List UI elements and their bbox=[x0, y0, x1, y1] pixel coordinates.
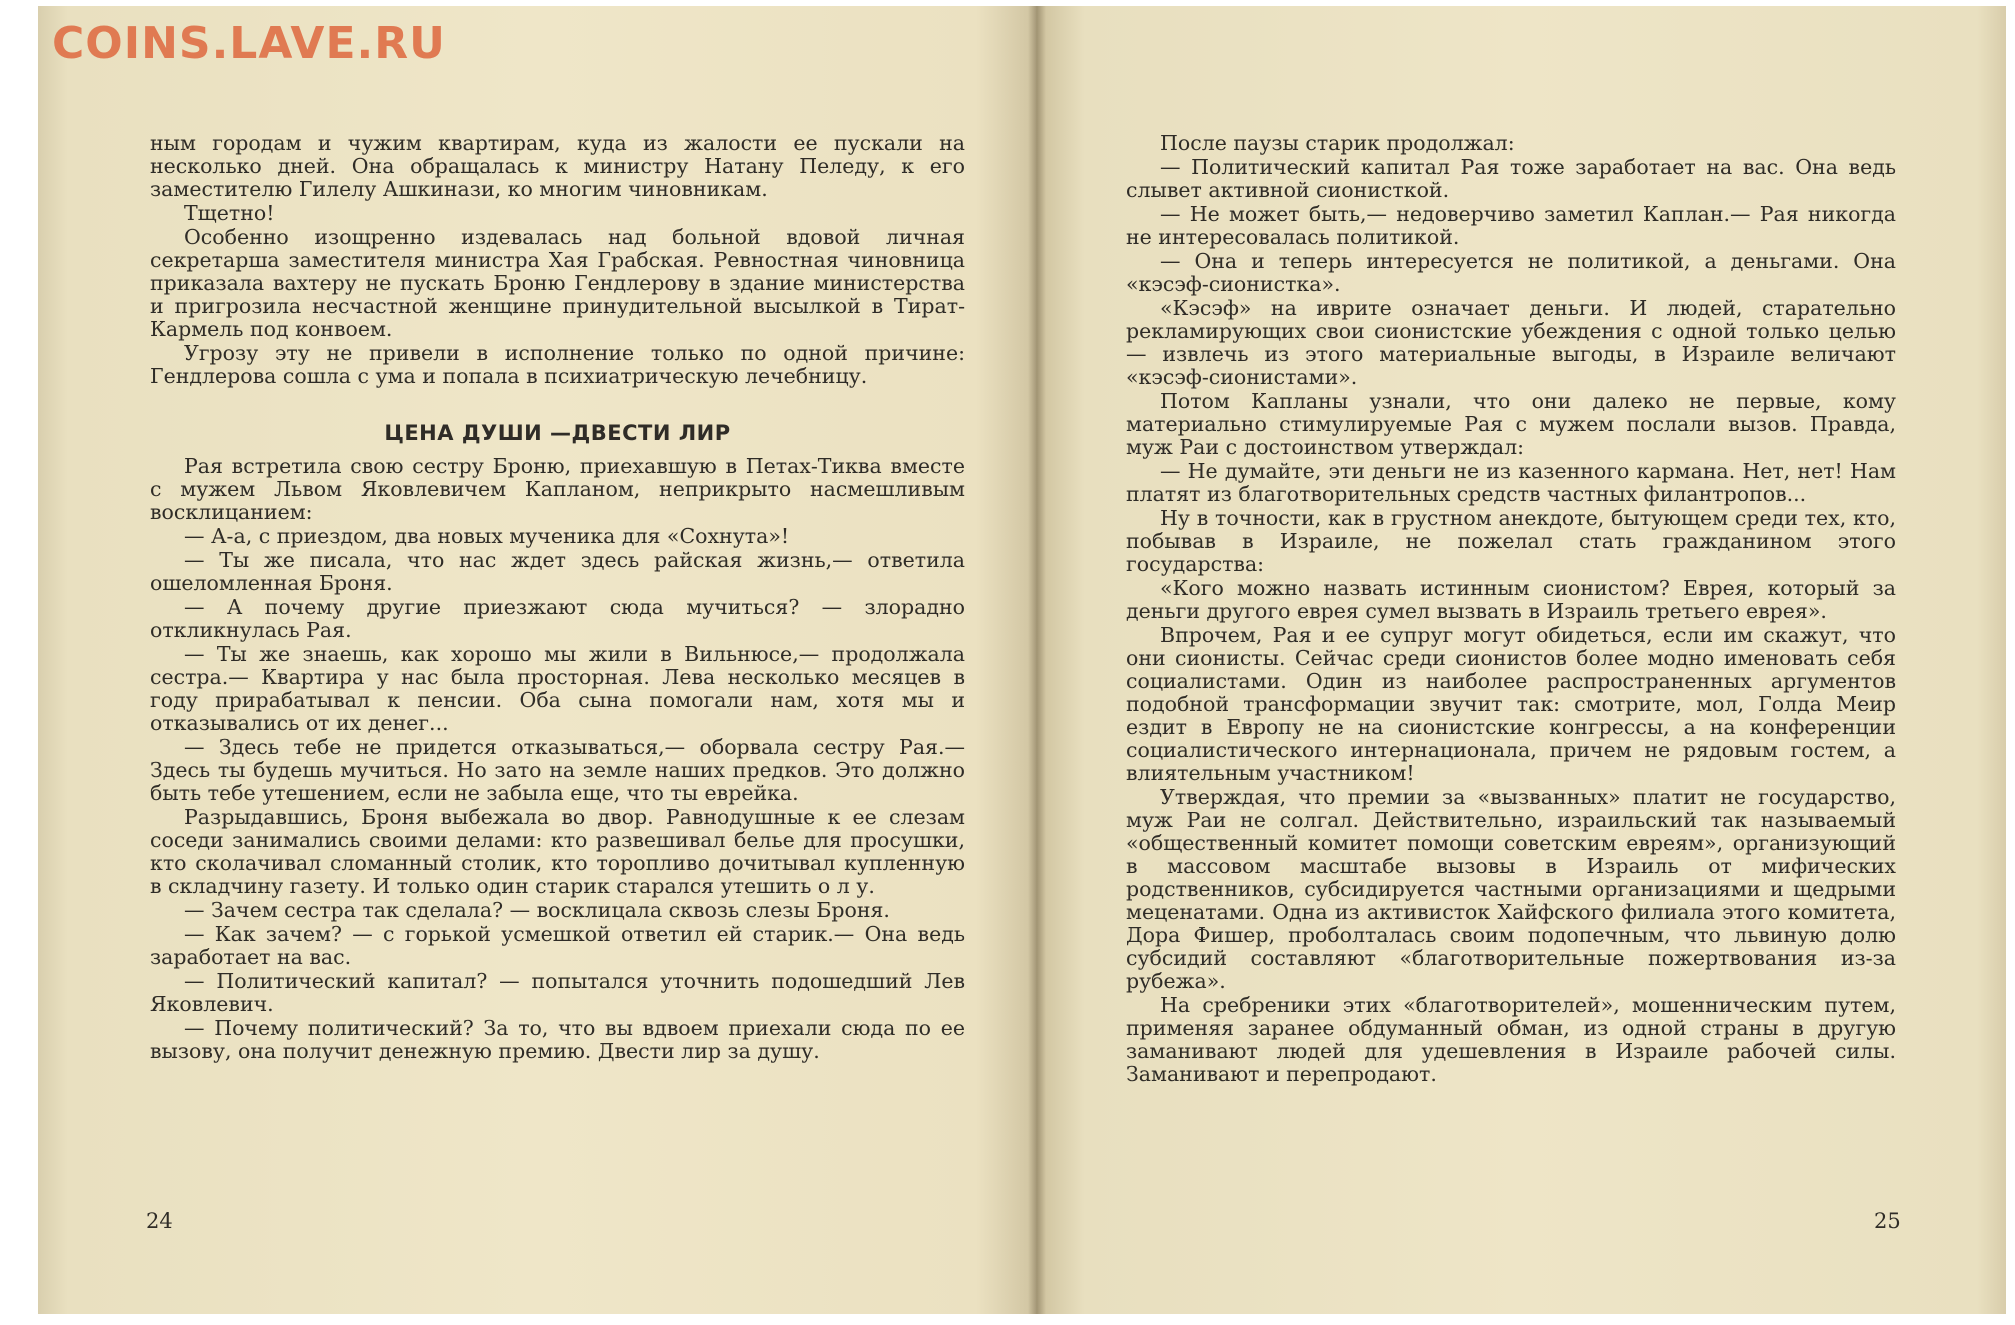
book-spread bbox=[38, 6, 2006, 1314]
paragraph: — Почему политический? За то, что вы вдвоем приехали сюда по ее вызову, она получит денежную премию. Двести лир за душу. bbox=[150, 1016, 965, 1063]
paragraph: «Кого можно назвать истинным сионистом? Еврея, который за деньги другого еврея сумел вызвать в Израиль третьего еврея». bbox=[1126, 576, 1896, 623]
left-page-text bbox=[150, 132, 965, 1064]
paragraph: Впрочем, Рая и ее супруг могут обидеться, если им скажут, что они сионисты. Сейчас среди сионистов более модно именовать себя социалистами. Один из наиболее распространенных аргументов подобной трансформации звучит так: смотрите, мол, Голда Меир ездит в Европу не на сионистские конгрессы, а на конференции социалистического интернационала, причем не рядовым гостем, а влиятельным участником! bbox=[1126, 623, 1896, 785]
paragraph: — Здесь тебе не придется отказываться,— оборвала сестру Рая.— Здесь ты будешь мучиться. Но зато на земле наших предков. Это должно быть тебе утешением, если не забыла еще, что ты еврейка. bbox=[150, 735, 965, 805]
book-gutter bbox=[1028, 6, 1046, 1314]
paragraph: Особенно изощренно издевалась над больной вдовой личная секретарша заместителя министра Хая Грабская. Ревностная чиновница приказала вахтеру не пускать Броню Гендлерову в здание министерства и пригрозила несчастной женщине принудительной высылкой в Тират-Кармель под конвоем. bbox=[150, 225, 965, 341]
paragraph: — Ты же знаешь, как хорошо мы жили в Вильнюсе,— продолжала сестра.— Квартира у нас была просторная. Лева несколько месяцев в году прирабатывал к пенсии. Оба сына помогали нам, хотя мы и отказывались от их денег... bbox=[150, 642, 965, 735]
paragraph: — А почему другие приезжают сюда мучиться? — злорадно откликнулась Рая. bbox=[150, 595, 965, 642]
paragraph: Утверждая, что премии за «вызванных» платит не государство, муж Раи не солгал. Действительно, израильский так называемый «общественный комитет помощи советским евреям», организующий в массовом масштабе вызовы в Израиль от мифических родственников, субсидируется частными организациями и щедрыми меценатами. Одна из активисток Хайфского филиала этого комитета, Дора Фишер, проболталась своим подопечным, что львиную долю субсидий составляют «благотворительные пожертвования из-за рубежа». bbox=[1126, 785, 1896, 993]
paragraph: ным городам и чужим квартирам, куда из жалости ее пускали на несколько дней. Она обращалась к министру Натану Пеледу, к его заместителю Гилелу Ашкинази, ко многим чиновникам. bbox=[150, 131, 965, 201]
paragraph: — Не думайте, эти деньги не из казенного кармана. Нет, нет! Нам платят из благотворительных средств частных филантропов... bbox=[1126, 459, 1896, 506]
paragraph: — Не может быть,— недоверчиво заметил Каплан.— Рая никогда не интересовалась политикой. bbox=[1126, 202, 1896, 249]
paragraph: Угрозу эту не привели в исполнение только по одной причине: Гендлерова сошла с ума и попала в психиатрическую лечебницу. bbox=[150, 341, 965, 388]
paragraph: После паузы старик продолжал: bbox=[1160, 131, 1515, 155]
paragraph: Разрыдавшись, Броня выбежала во двор. Равнодушные к ее слезам соседи занимались своими делами: кто развешивал белье для просушки, кто сколачивал сломанный столик, кто торопливо дочитывал купленную в складчину газету. И только один старик старался утешить о л у. bbox=[150, 805, 965, 898]
page-number: 25 bbox=[1874, 1209, 1901, 1233]
watermark-text: COINS.LAVE.RU bbox=[52, 18, 446, 69]
paragraph: — А-а, с приездом, два новых мученика для «Сохнута»! bbox=[184, 524, 790, 548]
left-page bbox=[38, 6, 1036, 1314]
paragraph: — Как зачем? — с горькой усмешкой ответил ей старик.— Она ведь заработает на вас. bbox=[150, 922, 965, 969]
paragraph: «Кэсэф» на иврите означает деньги. И людей, старательно рекламирующих свои сионистские убеждения с одной только целью — извлечь из этого материальные выгоды, в Израиле величают «кэсэф-сионистами». bbox=[1126, 296, 1896, 389]
paragraph: — Она и теперь интересуется не политикой, а деньгами. Она «кэсэф-сионистка». bbox=[1126, 249, 1896, 296]
section-heading: ЦЕНА ДУШИ —ДВЕСТИ ЛИР bbox=[384, 421, 731, 445]
page-number: 24 bbox=[146, 1209, 173, 1233]
paragraph: — Ты же писала, что нас ждет здесь райская жизнь,— ответила ошеломленная Броня. bbox=[150, 548, 965, 595]
right-page-text bbox=[1126, 132, 1896, 1087]
paragraph: Потом Капланы узнали, что они далеко не первые, кому материально стимулируемые Рая с мужем послали вызов. Правда, муж Раи с достоинством утверждал: bbox=[1126, 389, 1896, 459]
paragraph: — Политический капитал Рая тоже заработает на вас. Она ведь слывет активной сионисткой. bbox=[1126, 155, 1896, 202]
paragraph: — Зачем сестра так сделала? — восклицала сквозь слезы Броня. bbox=[184, 898, 890, 922]
paragraph: — Политический капитал? — попытался уточнить подошедший Лев Яковлевич. bbox=[150, 969, 965, 1016]
paragraph: На сребреники этих «благотворителей», мошенническим путем, применяя заранее обдуманный обман, из одной страны в другую заманивают людей для удешевления в Израиле рабочей силы. Заманивают и перепродают. bbox=[1126, 993, 1896, 1086]
right-page bbox=[1036, 6, 2006, 1314]
paragraph: Ну в точности, как в грустном анекдоте, бытующем среди тех, кто, побывав в Израиле, не пожелал стать гражданином этого государства: bbox=[1126, 506, 1896, 576]
paragraph: Рая встретила свою сестру Броню, приехавшую в Петах-Тиква вместе с мужем Львом Яковлевичем Капланом, неприкрыто насмешливым восклицанием: bbox=[150, 454, 965, 524]
paragraph: Тщетно! bbox=[184, 201, 275, 225]
